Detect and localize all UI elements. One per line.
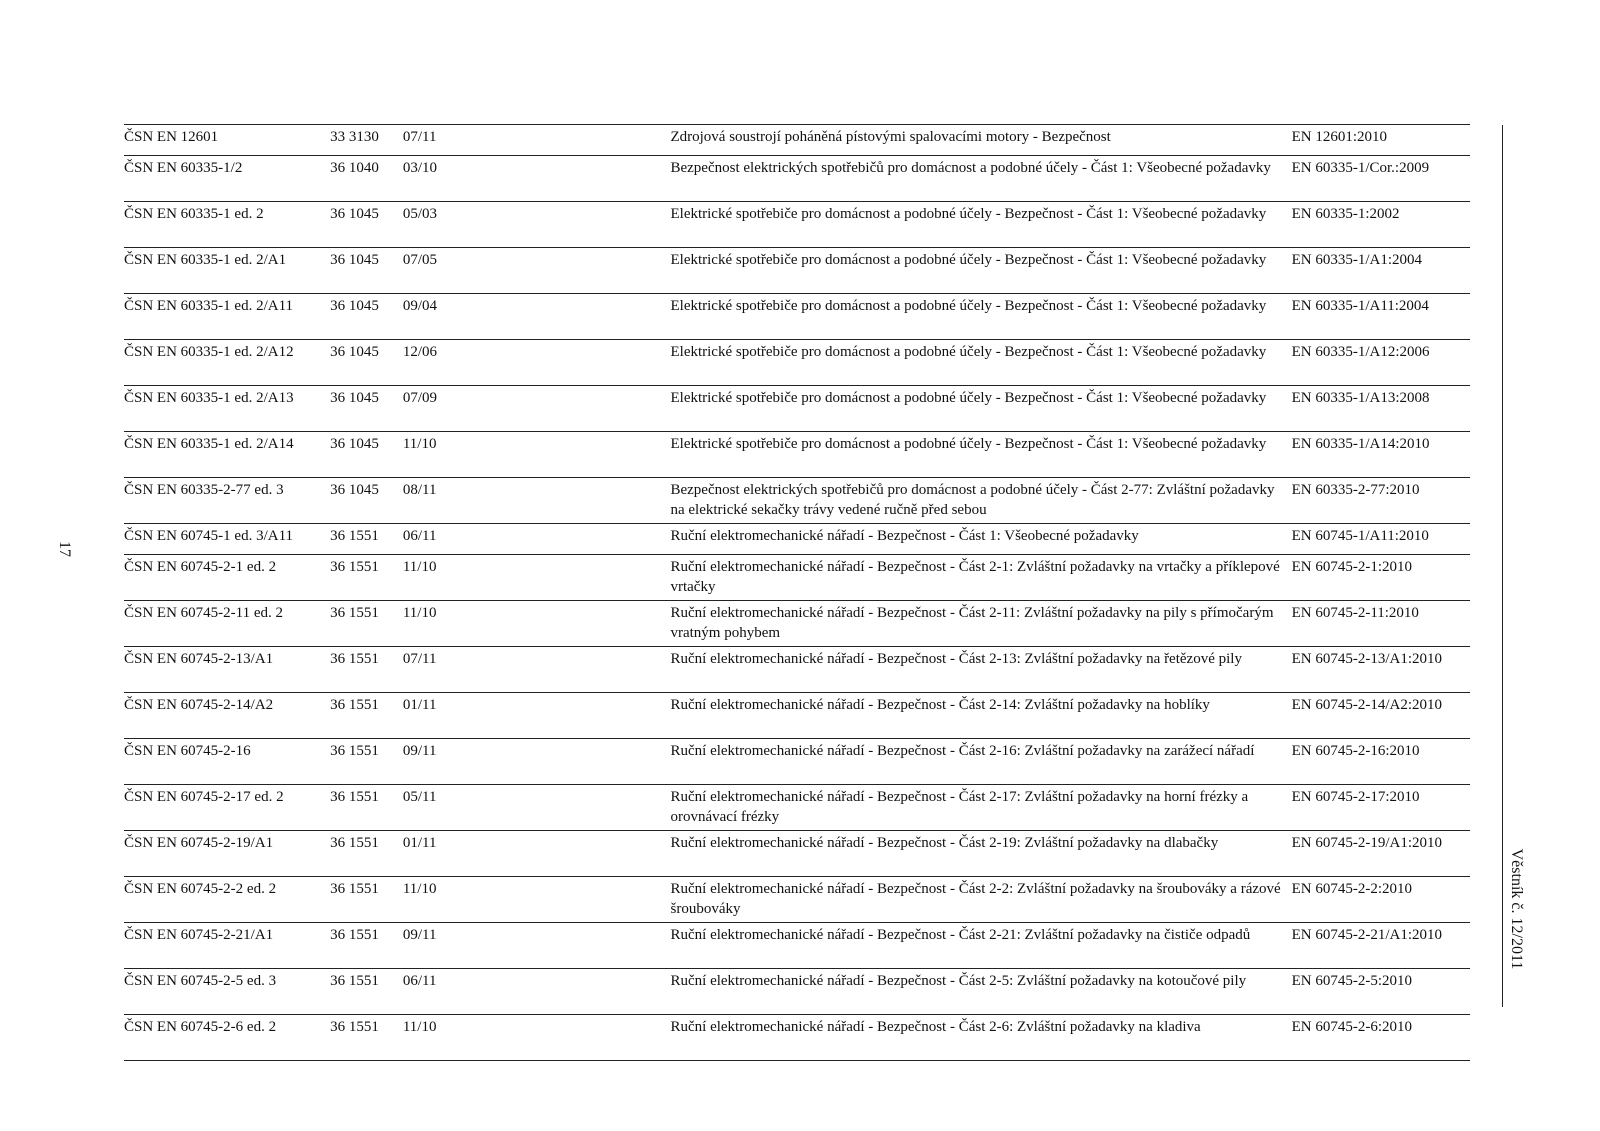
- standards-table-body: [124, 125, 1470, 1061]
- european-standard: EN 60745-2-11:2010: [1292, 601, 1470, 647]
- european-standard: EN 60745-2-17:2010: [1292, 785, 1470, 831]
- table-row: [124, 125, 1470, 156]
- issue-date: 07/05: [403, 248, 671, 294]
- standard-title: Ruční elektromechanické nářadí - Bezpečnost - Část 2-21: Zvláštní požadavky na čističe odpadů: [670, 923, 1291, 969]
- classification-code: 36 1551: [330, 739, 403, 785]
- classification-code: 36 1551: [330, 555, 403, 601]
- table-row: [124, 156, 1470, 202]
- european-standard: EN 60335-1/A11:2004: [1292, 294, 1470, 340]
- standard-number: ČSN EN 60745-2-16: [124, 739, 330, 785]
- standard-number: ČSN EN 60745-2-17 ed. 2: [124, 785, 330, 831]
- standard-number: ČSN EN 60745-2-1 ed. 2: [124, 555, 330, 601]
- table-row: [124, 647, 1470, 693]
- standard-title: Elektrické spotřebiče pro domácnost a podobné účely - Bezpečnost - Část 1: Všeobecné požadavky: [670, 248, 1291, 294]
- standard-title: Ruční elektromechanické nářadí - Bezpečnost - Část 2-19: Zvláštní požadavky na dlabačky: [670, 831, 1291, 877]
- table-row: [124, 923, 1470, 969]
- table-row: [124, 831, 1470, 877]
- standard-number: ČSN EN 60335-1 ed. 2/A12: [124, 340, 330, 386]
- european-standard: EN 60335-1/A14:2010: [1292, 432, 1470, 478]
- standard-title: Ruční elektromechanické nářadí - Bezpečnost - Část 2-5: Zvláštní požadavky na kotoučové pily: [670, 969, 1291, 1015]
- european-standard: EN 60335-1/A12:2006: [1292, 340, 1470, 386]
- standard-title: Bezpečnost elektrických spotřebičů pro domácnost a podobné účely - Část 1: Všeobecné požadavky: [670, 156, 1291, 202]
- classification-code: 36 1045: [330, 478, 403, 524]
- issue-date: 09/11: [403, 739, 671, 785]
- classification-code: 36 1551: [330, 785, 403, 831]
- table-row: [124, 877, 1470, 923]
- european-standard: EN 60745-2-21/A1:2010: [1292, 923, 1470, 969]
- bulletin-title: Věstník č. 12/2011: [1508, 848, 1525, 970]
- standard-title: Elektrické spotřebiče pro domácnost a podobné účely - Bezpečnost - Část 1: Všeobecné požadavky: [670, 294, 1291, 340]
- standard-title: Ruční elektromechanické nářadí - Bezpečnost - Část 2-16: Zvláštní požadavky na zarážecí nářadí: [670, 739, 1291, 785]
- standard-title: Ruční elektromechanické nářadí - Bezpečnost - Část 2-1: Zvláštní požadavky na vrtačky a příklepové vrtačky: [670, 555, 1291, 601]
- standard-title: Ruční elektromechanické nářadí - Bezpečnost - Část 2-2: Zvláštní požadavky na šroubováky a rázové šroubováky: [670, 877, 1291, 923]
- classification-code: 36 1040: [330, 156, 403, 202]
- table-row: [124, 202, 1470, 248]
- table-row: [124, 693, 1470, 739]
- standards-table: [124, 124, 1470, 1061]
- table-row: [124, 386, 1470, 432]
- european-standard: EN 60335-2-77:2010: [1292, 478, 1470, 524]
- table-row: [124, 1015, 1470, 1061]
- standard-number: ČSN EN 60335-1 ed. 2: [124, 202, 330, 248]
- issue-date: 07/11: [403, 125, 671, 156]
- table-row: [124, 478, 1470, 524]
- european-standard: EN 60745-2-19/A1:2010: [1292, 831, 1470, 877]
- standard-title: Ruční elektromechanické nářadí - Bezpečnost - Část 2-6: Zvláštní požadavky na kladiva: [670, 1015, 1291, 1061]
- european-standard: EN 60335-1:2002: [1292, 202, 1470, 248]
- table-row: [124, 601, 1470, 647]
- standard-title: Elektrické spotřebiče pro domácnost a podobné účely - Bezpečnost - Část 1: Všeobecné požadavky: [670, 386, 1291, 432]
- issue-date: 07/09: [403, 386, 671, 432]
- standard-title: Ruční elektromechanické nářadí - Bezpečnost - Část 2-17: Zvláštní požadavky na horní frézky a orovnávací frézky: [670, 785, 1291, 831]
- table-row: [124, 524, 1470, 555]
- issue-date: 09/04: [403, 294, 671, 340]
- european-standard: EN 60745-2-6:2010: [1292, 1015, 1470, 1061]
- issue-date: 11/10: [403, 432, 671, 478]
- issue-date: 03/10: [403, 156, 671, 202]
- table-row: [124, 294, 1470, 340]
- table-row: [124, 739, 1470, 785]
- classification-code: 36 1551: [330, 831, 403, 877]
- european-standard: EN 60745-2-5:2010: [1292, 969, 1470, 1015]
- standard-number: ČSN EN 60745-2-14/A2: [124, 693, 330, 739]
- table-row: [124, 432, 1470, 478]
- european-standard: EN 60745-2-1:2010: [1292, 555, 1470, 601]
- classification-code: 33 3130: [330, 125, 403, 156]
- european-standard: EN 60335-1/A1:2004: [1292, 248, 1470, 294]
- page-number: 17: [56, 541, 73, 557]
- classification-code: 36 1045: [330, 386, 403, 432]
- standard-title: Elektrické spotřebiče pro domácnost a podobné účely - Bezpečnost - Část 1: Všeobecné požadavky: [670, 202, 1291, 248]
- issue-date: 11/10: [403, 601, 671, 647]
- issue-date: 06/11: [403, 969, 671, 1015]
- table-row: [124, 555, 1470, 601]
- standard-number: ČSN EN 60335-1/2: [124, 156, 330, 202]
- issue-date: 06/11: [403, 524, 671, 555]
- standard-number: ČSN EN 60745-2-2 ed. 2: [124, 877, 330, 923]
- standard-number: ČSN EN 60745-2-13/A1: [124, 647, 330, 693]
- classification-code: 36 1551: [330, 601, 403, 647]
- classification-code: 36 1551: [330, 1015, 403, 1061]
- issue-date: 09/11: [403, 923, 671, 969]
- standard-number: ČSN EN 60335-1 ed. 2/A11: [124, 294, 330, 340]
- issue-date: 11/10: [403, 555, 671, 601]
- european-standard: EN 60745-2-14/A2:2010: [1292, 693, 1470, 739]
- standard-number: ČSN EN 60745-2-5 ed. 3: [124, 969, 330, 1015]
- standard-number: ČSN EN 60335-2-77 ed. 3: [124, 478, 330, 524]
- classification-code: 36 1551: [330, 524, 403, 555]
- standard-title: Elektrické spotřebiče pro domácnost a podobné účely - Bezpečnost - Část 1: Všeobecné požadavky: [670, 432, 1291, 478]
- issue-date: 12/06: [403, 340, 671, 386]
- classification-code: 36 1551: [330, 877, 403, 923]
- issue-date: 05/11: [403, 785, 671, 831]
- classification-code: 36 1045: [330, 340, 403, 386]
- issue-date: 01/11: [403, 693, 671, 739]
- european-standard: EN 60745-2-13/A1:2010: [1292, 647, 1470, 693]
- standard-number: ČSN EN 60745-1 ed. 3/A11: [124, 524, 330, 555]
- issue-date: 05/03: [403, 202, 671, 248]
- standard-title: Bezpečnost elektrických spotřebičů pro domácnost a podobné účely - Část 2-77: Zvláštní požadavky na elektrické sekačky trávy vedené ručně před sebou: [670, 478, 1291, 524]
- issue-date: 07/11: [403, 647, 671, 693]
- european-standard: EN 60335-1/Cor.:2009: [1292, 156, 1470, 202]
- classification-code: 36 1045: [330, 248, 403, 294]
- standard-title: Elektrické spotřebiče pro domácnost a podobné účely - Bezpečnost - Část 1: Všeobecné požadavky: [670, 340, 1291, 386]
- standard-number: ČSN EN 12601: [124, 125, 330, 156]
- classification-code: 36 1045: [330, 432, 403, 478]
- standard-title: Ruční elektromechanické nářadí - Bezpečnost - Část 2-13: Zvláštní požadavky na řetězové pily: [670, 647, 1291, 693]
- issue-date: 08/11: [403, 478, 671, 524]
- table-row: [124, 340, 1470, 386]
- standard-title: Zdrojová soustrojí poháněná pístovými spalovacími motory - Bezpečnost: [670, 125, 1291, 156]
- table-row: [124, 785, 1470, 831]
- standard-number: ČSN EN 60335-1 ed. 2/A13: [124, 386, 330, 432]
- european-standard: EN 12601:2010: [1292, 125, 1470, 156]
- european-standard: EN 60745-2-16:2010: [1292, 739, 1470, 785]
- issue-date: 01/11: [403, 831, 671, 877]
- standard-number: ČSN EN 60335-1 ed. 2/A14: [124, 432, 330, 478]
- classification-code: 36 1045: [330, 202, 403, 248]
- standard-number: ČSN EN 60335-1 ed. 2/A1: [124, 248, 330, 294]
- issue-date: 11/10: [403, 877, 671, 923]
- european-standard: EN 60335-1/A13:2008: [1292, 386, 1470, 432]
- classification-code: 36 1551: [330, 647, 403, 693]
- standard-number: ČSN EN 60745-2-19/A1: [124, 831, 330, 877]
- european-standard: EN 60745-2-2:2010: [1292, 877, 1470, 923]
- standard-title: Ruční elektromechanické nářadí - Bezpečnost - Část 1: Všeobecné požadavky: [670, 524, 1291, 555]
- issue-date: 11/10: [403, 1015, 671, 1061]
- classification-code: 36 1045: [330, 294, 403, 340]
- table-row: [124, 969, 1470, 1015]
- standard-title: Ruční elektromechanické nářadí - Bezpečnost - Část 2-11: Zvláštní požadavky na pily s přímočarým vratným pohybem: [670, 601, 1291, 647]
- classification-code: 36 1551: [330, 969, 403, 1015]
- classification-code: 36 1551: [330, 693, 403, 739]
- standard-number: ČSN EN 60745-2-6 ed. 2: [124, 1015, 330, 1061]
- standard-title: Ruční elektromechanické nářadí - Bezpečnost - Část 2-14: Zvláštní požadavky na hoblíky: [670, 693, 1291, 739]
- table-row: [124, 248, 1470, 294]
- standard-number: ČSN EN 60745-2-11 ed. 2: [124, 601, 330, 647]
- european-standard: EN 60745-1/A11:2010: [1292, 524, 1470, 555]
- classification-code: 36 1551: [330, 923, 403, 969]
- standard-number: ČSN EN 60745-2-21/A1: [124, 923, 330, 969]
- side-rule: [1502, 125, 1503, 1007]
